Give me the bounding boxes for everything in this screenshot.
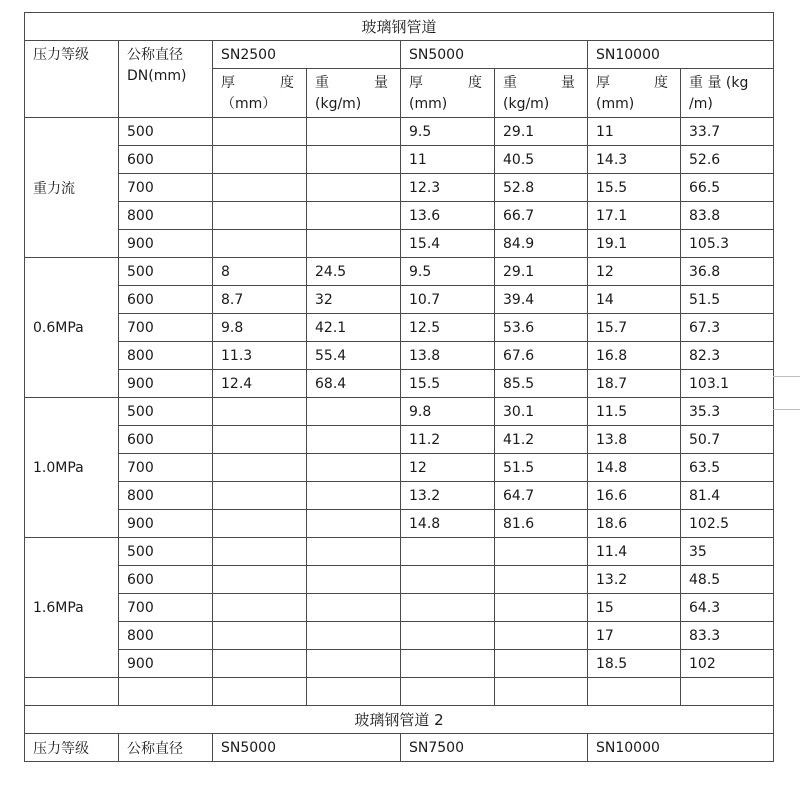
- sn10000-w-cell: 67.3: [681, 314, 774, 342]
- sn5000-w-cell: 51.5: [495, 454, 588, 482]
- sn2500-t-cell: 9.8: [213, 314, 307, 342]
- sn2500-w-cell: 68.4: [307, 370, 401, 398]
- sn5000-w-cell: 67.6: [495, 342, 588, 370]
- table-row: [25, 482, 774, 510]
- sn10000-w-cell: 36.8: [681, 258, 774, 286]
- dn-cell: 600: [119, 566, 213, 594]
- sn10000-w-cell: 48.5: [681, 566, 774, 594]
- pressure-group-label: 1.0MPa: [25, 398, 119, 538]
- table-row: [25, 118, 774, 146]
- sn2500-t-cell: [213, 566, 307, 594]
- sn5000-t-cell: 15.5: [401, 370, 495, 398]
- dn-cell: 500: [119, 538, 213, 566]
- sn2500-w-cell: [307, 482, 401, 510]
- sn10000-w-cell: 66.5: [681, 174, 774, 202]
- sn10000-w-cell: 63.5: [681, 454, 774, 482]
- sn10000-thickness-header: 厚 度 (mm): [588, 69, 681, 118]
- pipe-spec-table: [24, 12, 774, 762]
- sn2500-w-cell: [307, 594, 401, 622]
- dn-cell: 800: [119, 342, 213, 370]
- dn-cell: 700: [119, 454, 213, 482]
- sn2500-t-cell: [213, 202, 307, 230]
- sn10000-w-cell: 35: [681, 538, 774, 566]
- table-row: [25, 426, 774, 454]
- sn2500-w-cell: [307, 426, 401, 454]
- empty-cell: [681, 678, 774, 706]
- sn5000-w-cell: 29.1: [495, 258, 588, 286]
- sn5000-t-cell: 11: [401, 146, 495, 174]
- table-row: [25, 594, 774, 622]
- table-row: [25, 314, 774, 342]
- sn10000-t-cell: 11.5: [588, 398, 681, 426]
- sn10000-w-cell: 105.3: [681, 230, 774, 258]
- sn10000-t-cell: 14.8: [588, 454, 681, 482]
- dn-cell: 900: [119, 230, 213, 258]
- sn5000-w-cell: 41.2: [495, 426, 588, 454]
- sn10000-w-cell: 102.5: [681, 510, 774, 538]
- sn5000-w-cell: 81.6: [495, 510, 588, 538]
- sn10000-w-cell: 51.5: [681, 286, 774, 314]
- sn10000-w-cell: 50.7: [681, 426, 774, 454]
- sn2500-t-cell: [213, 146, 307, 174]
- sn5000-w-cell: 40.5: [495, 146, 588, 174]
- sn2500-w-cell: [307, 566, 401, 594]
- sn5000-w-cell: [495, 622, 588, 650]
- sn5000-t-cell: 12.3: [401, 174, 495, 202]
- sn2500-t-cell: 8.7: [213, 286, 307, 314]
- sn5000-t-cell: 11.2: [401, 426, 495, 454]
- dn-cell: 800: [119, 622, 213, 650]
- sn10000-w-cell: 83.8: [681, 202, 774, 230]
- sn2500-t-cell: [213, 230, 307, 258]
- sn5000-w-cell: [495, 594, 588, 622]
- sn10000-w-cell: 52.6: [681, 146, 774, 174]
- sn5000-t-cell: 15.4: [401, 230, 495, 258]
- pressure-header: 压力等级: [25, 41, 119, 118]
- sn5000-w-cell: 39.4: [495, 286, 588, 314]
- dn-cell: 900: [119, 510, 213, 538]
- pressure-group-label: 1.6MPa: [25, 538, 119, 678]
- sn2500-t-cell: 12.4: [213, 370, 307, 398]
- table-row: [25, 230, 774, 258]
- sn5000-t-cell: 9.5: [401, 258, 495, 286]
- sn2500-weight-header: 重 量 (kg/m): [307, 69, 401, 118]
- sn5000-w-cell: [495, 650, 588, 678]
- sn2500-t-cell: [213, 622, 307, 650]
- table-row: [25, 650, 774, 678]
- table-row: [25, 258, 774, 286]
- sn10000-w-cell: 82.3: [681, 342, 774, 370]
- sn10000-t-cell: 19.1: [588, 230, 681, 258]
- sn5000-t-cell: [401, 538, 495, 566]
- table-row: [25, 342, 774, 370]
- margin-line: [773, 376, 800, 377]
- dn-cell: 600: [119, 286, 213, 314]
- table-row: [25, 286, 774, 314]
- sn5000-t-cell: [401, 622, 495, 650]
- pressure-group-label: 重力流: [25, 118, 119, 258]
- sn2500-w-cell: 55.4: [307, 342, 401, 370]
- sn2500-w-cell: [307, 510, 401, 538]
- dn-cell: 900: [119, 370, 213, 398]
- sn10000-t-cell: 18.6: [588, 510, 681, 538]
- sn2500-header: SN2500: [213, 41, 401, 69]
- table-row: [25, 454, 774, 482]
- dn-cell: 800: [119, 482, 213, 510]
- dn-cell: 700: [119, 594, 213, 622]
- sn2500-t-cell: 8: [213, 258, 307, 286]
- sn10000-w-cell: 81.4: [681, 482, 774, 510]
- sn2500-w-cell: [307, 538, 401, 566]
- margin-line: [773, 409, 800, 410]
- sn5000-w-cell: 64.7: [495, 482, 588, 510]
- sn10000-t-cell: 13.8: [588, 426, 681, 454]
- sn5000-weight-header: 重 量 (kg/m): [495, 69, 588, 118]
- sn5000-t-cell: 10.7: [401, 286, 495, 314]
- dn-header: [119, 41, 213, 118]
- sn10000-t-cell: 14.3: [588, 146, 681, 174]
- sn5000-w-cell: 29.1: [495, 118, 588, 146]
- sn2500-t-cell: [213, 454, 307, 482]
- sn5000-t-cell: 9.5: [401, 118, 495, 146]
- sn5000-t-cell: 13.8: [401, 342, 495, 370]
- sn2500-t-cell: [213, 538, 307, 566]
- table-row: [25, 510, 774, 538]
- sn10000-t-cell: 16.6: [588, 482, 681, 510]
- dn-cell: 500: [119, 118, 213, 146]
- empty-row: [25, 678, 774, 706]
- sn10000-t-cell: 12: [588, 258, 681, 286]
- sn10000-t-cell: 11.4: [588, 538, 681, 566]
- sn5000-w-cell: 30.1: [495, 398, 588, 426]
- sn2500-w-cell: 42.1: [307, 314, 401, 342]
- table2-sn10000-header: SN10000: [588, 734, 774, 762]
- sn10000-t-cell: 14: [588, 286, 681, 314]
- sn2500-t-cell: [213, 398, 307, 426]
- table-row: [25, 566, 774, 594]
- empty-cell: [401, 678, 495, 706]
- sn10000-t-cell: 15.5: [588, 174, 681, 202]
- sn5000-thickness-header: 厚 度 (mm): [401, 69, 495, 118]
- empty-cell: [495, 678, 588, 706]
- sn2500-w-cell: [307, 118, 401, 146]
- sn5000-w-cell: 53.6: [495, 314, 588, 342]
- empty-cell: [588, 678, 681, 706]
- sn5000-t-cell: [401, 594, 495, 622]
- table2-title: 玻璃钢管道 2: [25, 706, 774, 734]
- dn-header-label: 公称直径: [127, 47, 183, 63]
- sn10000-t-cell: 18.5: [588, 650, 681, 678]
- sn10000-t-cell: 15.7: [588, 314, 681, 342]
- dn-cell: 900: [119, 650, 213, 678]
- sn5000-w-cell: 66.7: [495, 202, 588, 230]
- table-title: 玻璃钢管道: [25, 13, 774, 41]
- empty-cell: [307, 678, 401, 706]
- sn10000-t-cell: 16.8: [588, 342, 681, 370]
- sn10000-t-cell: 15: [588, 594, 681, 622]
- pressure-group-label: 0.6MPa: [25, 258, 119, 398]
- sn2500-w-cell: [307, 146, 401, 174]
- sn10000-t-cell: 18.7: [588, 370, 681, 398]
- dn-cell: 500: [119, 258, 213, 286]
- table-row: [25, 370, 774, 398]
- sn2500-w-cell: [307, 650, 401, 678]
- sn2500-w-cell: 32: [307, 286, 401, 314]
- sn2500-w-cell: [307, 230, 401, 258]
- sn2500-t-cell: [213, 482, 307, 510]
- dn-cell: 700: [119, 314, 213, 342]
- table-row: [25, 398, 774, 426]
- sn10000-w-cell: 102: [681, 650, 774, 678]
- empty-cell: [213, 678, 307, 706]
- sn2500-t-cell: [213, 594, 307, 622]
- dn-cell: 800: [119, 202, 213, 230]
- sn5000-t-cell: 14.8: [401, 510, 495, 538]
- sn5000-t-cell: 9.8: [401, 398, 495, 426]
- dn-cell: 600: [119, 146, 213, 174]
- sn5000-w-cell: [495, 566, 588, 594]
- sn2500-thickness-header: 厚 度 （mm）: [213, 69, 307, 118]
- sn10000-header: SN10000: [588, 41, 774, 69]
- table2-dn-header: 公称直径: [119, 734, 213, 762]
- sn5000-t-cell: 12.5: [401, 314, 495, 342]
- sn10000-w-cell: 103.1: [681, 370, 774, 398]
- sn5000-header: SN5000: [401, 41, 588, 69]
- table2-pressure-header: 压力等级: [25, 734, 119, 762]
- table-row: [25, 174, 774, 202]
- sn10000-t-cell: 11: [588, 118, 681, 146]
- sn5000-t-cell: [401, 566, 495, 594]
- dn-cell: 500: [119, 398, 213, 426]
- empty-cell: [119, 678, 213, 706]
- sn2500-w-cell: [307, 202, 401, 230]
- sn2500-w-cell: [307, 174, 401, 202]
- table-row: [25, 622, 774, 650]
- table2-sn5000-header: SN5000: [213, 734, 401, 762]
- sn5000-w-cell: [495, 538, 588, 566]
- sn2500-w-cell: [307, 398, 401, 426]
- sn2500-w-cell: [307, 622, 401, 650]
- sn10000-t-cell: 17: [588, 622, 681, 650]
- sn10000-w-cell: 64.3: [681, 594, 774, 622]
- sn10000-w-cell: 33.7: [681, 118, 774, 146]
- dn-cell: 600: [119, 426, 213, 454]
- table-row: [25, 538, 774, 566]
- sn2500-t-cell: 11.3: [213, 342, 307, 370]
- sn5000-t-cell: 13.6: [401, 202, 495, 230]
- sn2500-t-cell: [213, 118, 307, 146]
- sn2500-t-cell: [213, 650, 307, 678]
- sn10000-w-cell: 83.3: [681, 622, 774, 650]
- sn2500-t-cell: [213, 510, 307, 538]
- dn-header-unit: DN(mm): [127, 68, 187, 84]
- sn5000-t-cell: [401, 650, 495, 678]
- sn5000-w-cell: 52.8: [495, 174, 588, 202]
- sn2500-t-cell: [213, 426, 307, 454]
- sn10000-t-cell: 13.2: [588, 566, 681, 594]
- dn-cell: 700: [119, 174, 213, 202]
- sn2500-w-cell: [307, 454, 401, 482]
- sn10000-t-cell: 17.1: [588, 202, 681, 230]
- table-row: [25, 146, 774, 174]
- table2-header-row: [25, 734, 774, 762]
- sn2500-t-cell: [213, 174, 307, 202]
- table-row: [25, 202, 774, 230]
- sn5000-t-cell: 12: [401, 454, 495, 482]
- sn10000-weight-header: 重 量 (kg /m): [681, 69, 774, 118]
- table2-sn7500-header: SN7500: [401, 734, 588, 762]
- sn2500-w-cell: 24.5: [307, 258, 401, 286]
- empty-cell: [25, 678, 119, 706]
- sn5000-w-cell: 85.5: [495, 370, 588, 398]
- sn5000-t-cell: 13.2: [401, 482, 495, 510]
- sn5000-w-cell: 84.9: [495, 230, 588, 258]
- sn10000-w-cell: 35.3: [681, 398, 774, 426]
